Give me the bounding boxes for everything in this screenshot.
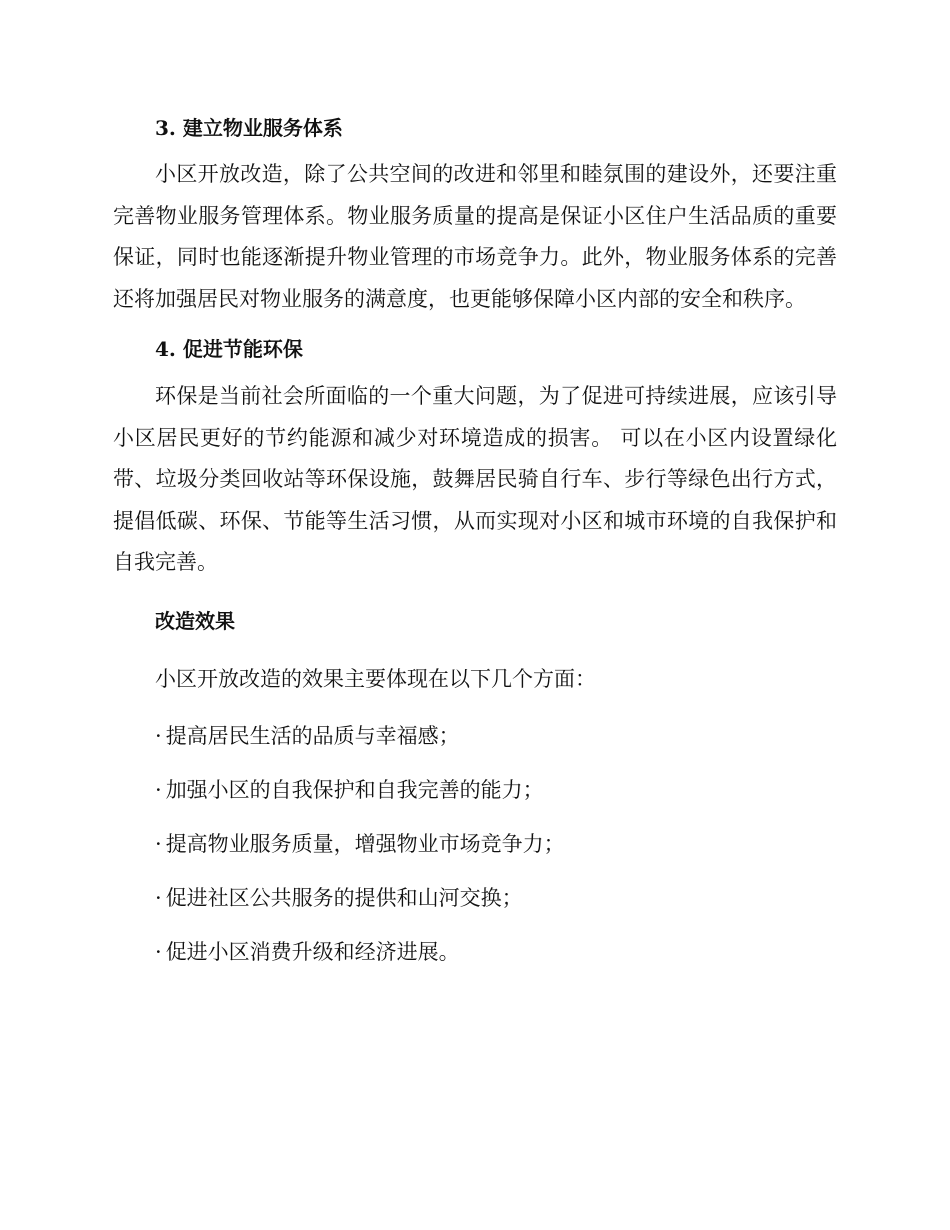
effects-list xyxy=(113,709,837,979)
bullet-icon: · xyxy=(155,939,162,964)
section-heading-property-service: 3. 建立物业服务体系 xyxy=(155,116,343,140)
section-paragraph-property-service: 小区开放改造，除了公共空间的改进和邻里和睦氛围的建设外，还要注重完善物业服务管理体系。物业服务质量的提高是保证小区住户生活品质的重要保证，同时也能逐渐提升物业管理的市场竞争力。此外，物业服务体系的完善还将加强居民对物业服务的满意度，也更能够保障小区内部的安全和秩序。 xyxy=(113,162,837,311)
section-heading-energy-saving: 4. 促进节能环保 xyxy=(155,337,303,361)
list-item-text: 提高物业服务质量，增强物业市场竞争力； xyxy=(165,831,565,856)
bullet-icon: · xyxy=(155,831,162,856)
list-item xyxy=(113,871,837,925)
list-item-text: 促进小区消费升级和经济进展。 xyxy=(165,939,460,964)
effects-heading: 改造效果 xyxy=(155,608,235,633)
list-item xyxy=(113,709,837,763)
effects-intro: 小区开放改造的效果主要体现在以下几个方面： xyxy=(155,666,596,691)
list-item-text: 提高居民生活的品质与幸福感； xyxy=(165,723,460,748)
list-item-text: 加强小区的自我保护和自我完善的能力； xyxy=(165,777,544,802)
list-item xyxy=(113,763,837,817)
section-paragraph-energy-saving: 环保是当前社会所面临的一个重大问题，为了促进可持续进展，应该引导小区居民更好的节约能源和减少对环境造成的损害。 可以在小区内设置绿化带、垃圾分类回收站等环保设施，鼓舞居民骑自行车、步行等绿色出行方式，提倡低碳、环保、节能等生活习惯，从而实现对小区和城市环境的自我保护和自我完善。 xyxy=(113,384,837,574)
list-item xyxy=(113,925,837,979)
list-item xyxy=(113,817,837,871)
document-body xyxy=(113,112,837,979)
list-item-text: 促进社区公共服务的提供和山河交换； xyxy=(165,885,523,910)
bullet-icon: · xyxy=(155,723,162,748)
bullet-icon: · xyxy=(155,777,162,802)
bullet-icon: · xyxy=(155,885,162,910)
